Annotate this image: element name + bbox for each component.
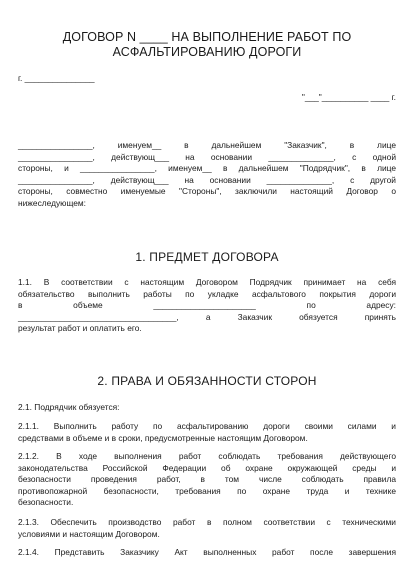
clause-line: 2.1.3. Обеспечить производство работ в полном соответствии с техническими	[18, 517, 396, 527]
clause-line: в объеме ______________________ по адресу:	[18, 300, 396, 311]
preamble-line: ________________, именуем__ в дальнейшем "Заказчик", в лице	[18, 140, 396, 150]
clause-2-1-1	[18, 421, 396, 444]
clause-line: условиями и настоящим Договором.	[18, 528, 160, 539]
clause-line: 2.1. Подрядчик обязуется:	[18, 402, 120, 412]
clause-line: законодательства Российской Федерации об охране окружающей среды и	[18, 462, 396, 473]
clause-line: обязательство выполнить работы по укладке асфальтового покрытия дороги	[18, 288, 396, 299]
preamble-line: стороны, и ________________, именуем__ в дальнейшем "Подрядчик", в лице	[18, 163, 396, 174]
clause-2-1	[18, 402, 396, 414]
clause-1-1	[18, 277, 396, 335]
clause-2-1-2	[18, 451, 396, 509]
clause-line: __________________________________, а Заказчик обязуется принять	[18, 311, 396, 322]
clause-line: 2.1.1. Выполнить работу по асфальтированию дороги своими силами и	[18, 421, 396, 431]
clause-line: средствами в объеме и в сроки, предусмотренные настоящим Договором.	[18, 432, 308, 443]
clause-2-1-3	[18, 517, 396, 540]
preamble-line: нижеследующем:	[18, 197, 87, 208]
title-line-1: ДОГОВОР N ____ НА ВЫПОЛНЕНИЕ РАБОТ ПО	[62, 30, 352, 44]
clause-line: 1.1. В соответствии с настоящим Договором Подрядчик принимает на себя	[18, 277, 396, 287]
city-field: г. _______________	[18, 73, 95, 83]
section-1-heading: 1. ПРЕДМЕТ ДОГОВОРА	[135, 250, 279, 264]
clause-2-1-4	[18, 547, 396, 559]
clause-line: результат работ и оплатить его.	[18, 323, 142, 334]
clause-line: 2.1.2. В ходе выполнения работ соблюдать требования действующего	[18, 451, 396, 461]
preamble-line: ________________, действующ___ на основании ______________, с одной	[18, 151, 396, 162]
preamble-paragraph	[18, 140, 396, 210]
clause-line: безопасности.	[18, 497, 74, 508]
title-line-2: АСФАЛЬТИРОВАНИЮ ДОРОГИ	[112, 45, 302, 59]
section-2-heading: 2. ПРАВА И ОБЯЗАННОСТИ СТОРОН	[97, 374, 317, 388]
preamble-line: ________________, действующ___ на основании ______________, с другой	[18, 174, 396, 185]
date-field: "___"__________ ____ г.	[301, 92, 396, 102]
preamble-line: стороны, совместно именуемые "Стороны", заключили настоящий Договор о	[18, 186, 396, 197]
clause-line: 2.1.4. Представить Заказчику Акт выполненных работ после завершения	[18, 547, 396, 557]
clause-line: безопасности проведения работ, в том числе соблюдать правила	[18, 474, 396, 485]
clause-line: противопожарной безопасности, требования по охране труда и технике	[18, 485, 396, 496]
document-title	[0, 30, 414, 60]
